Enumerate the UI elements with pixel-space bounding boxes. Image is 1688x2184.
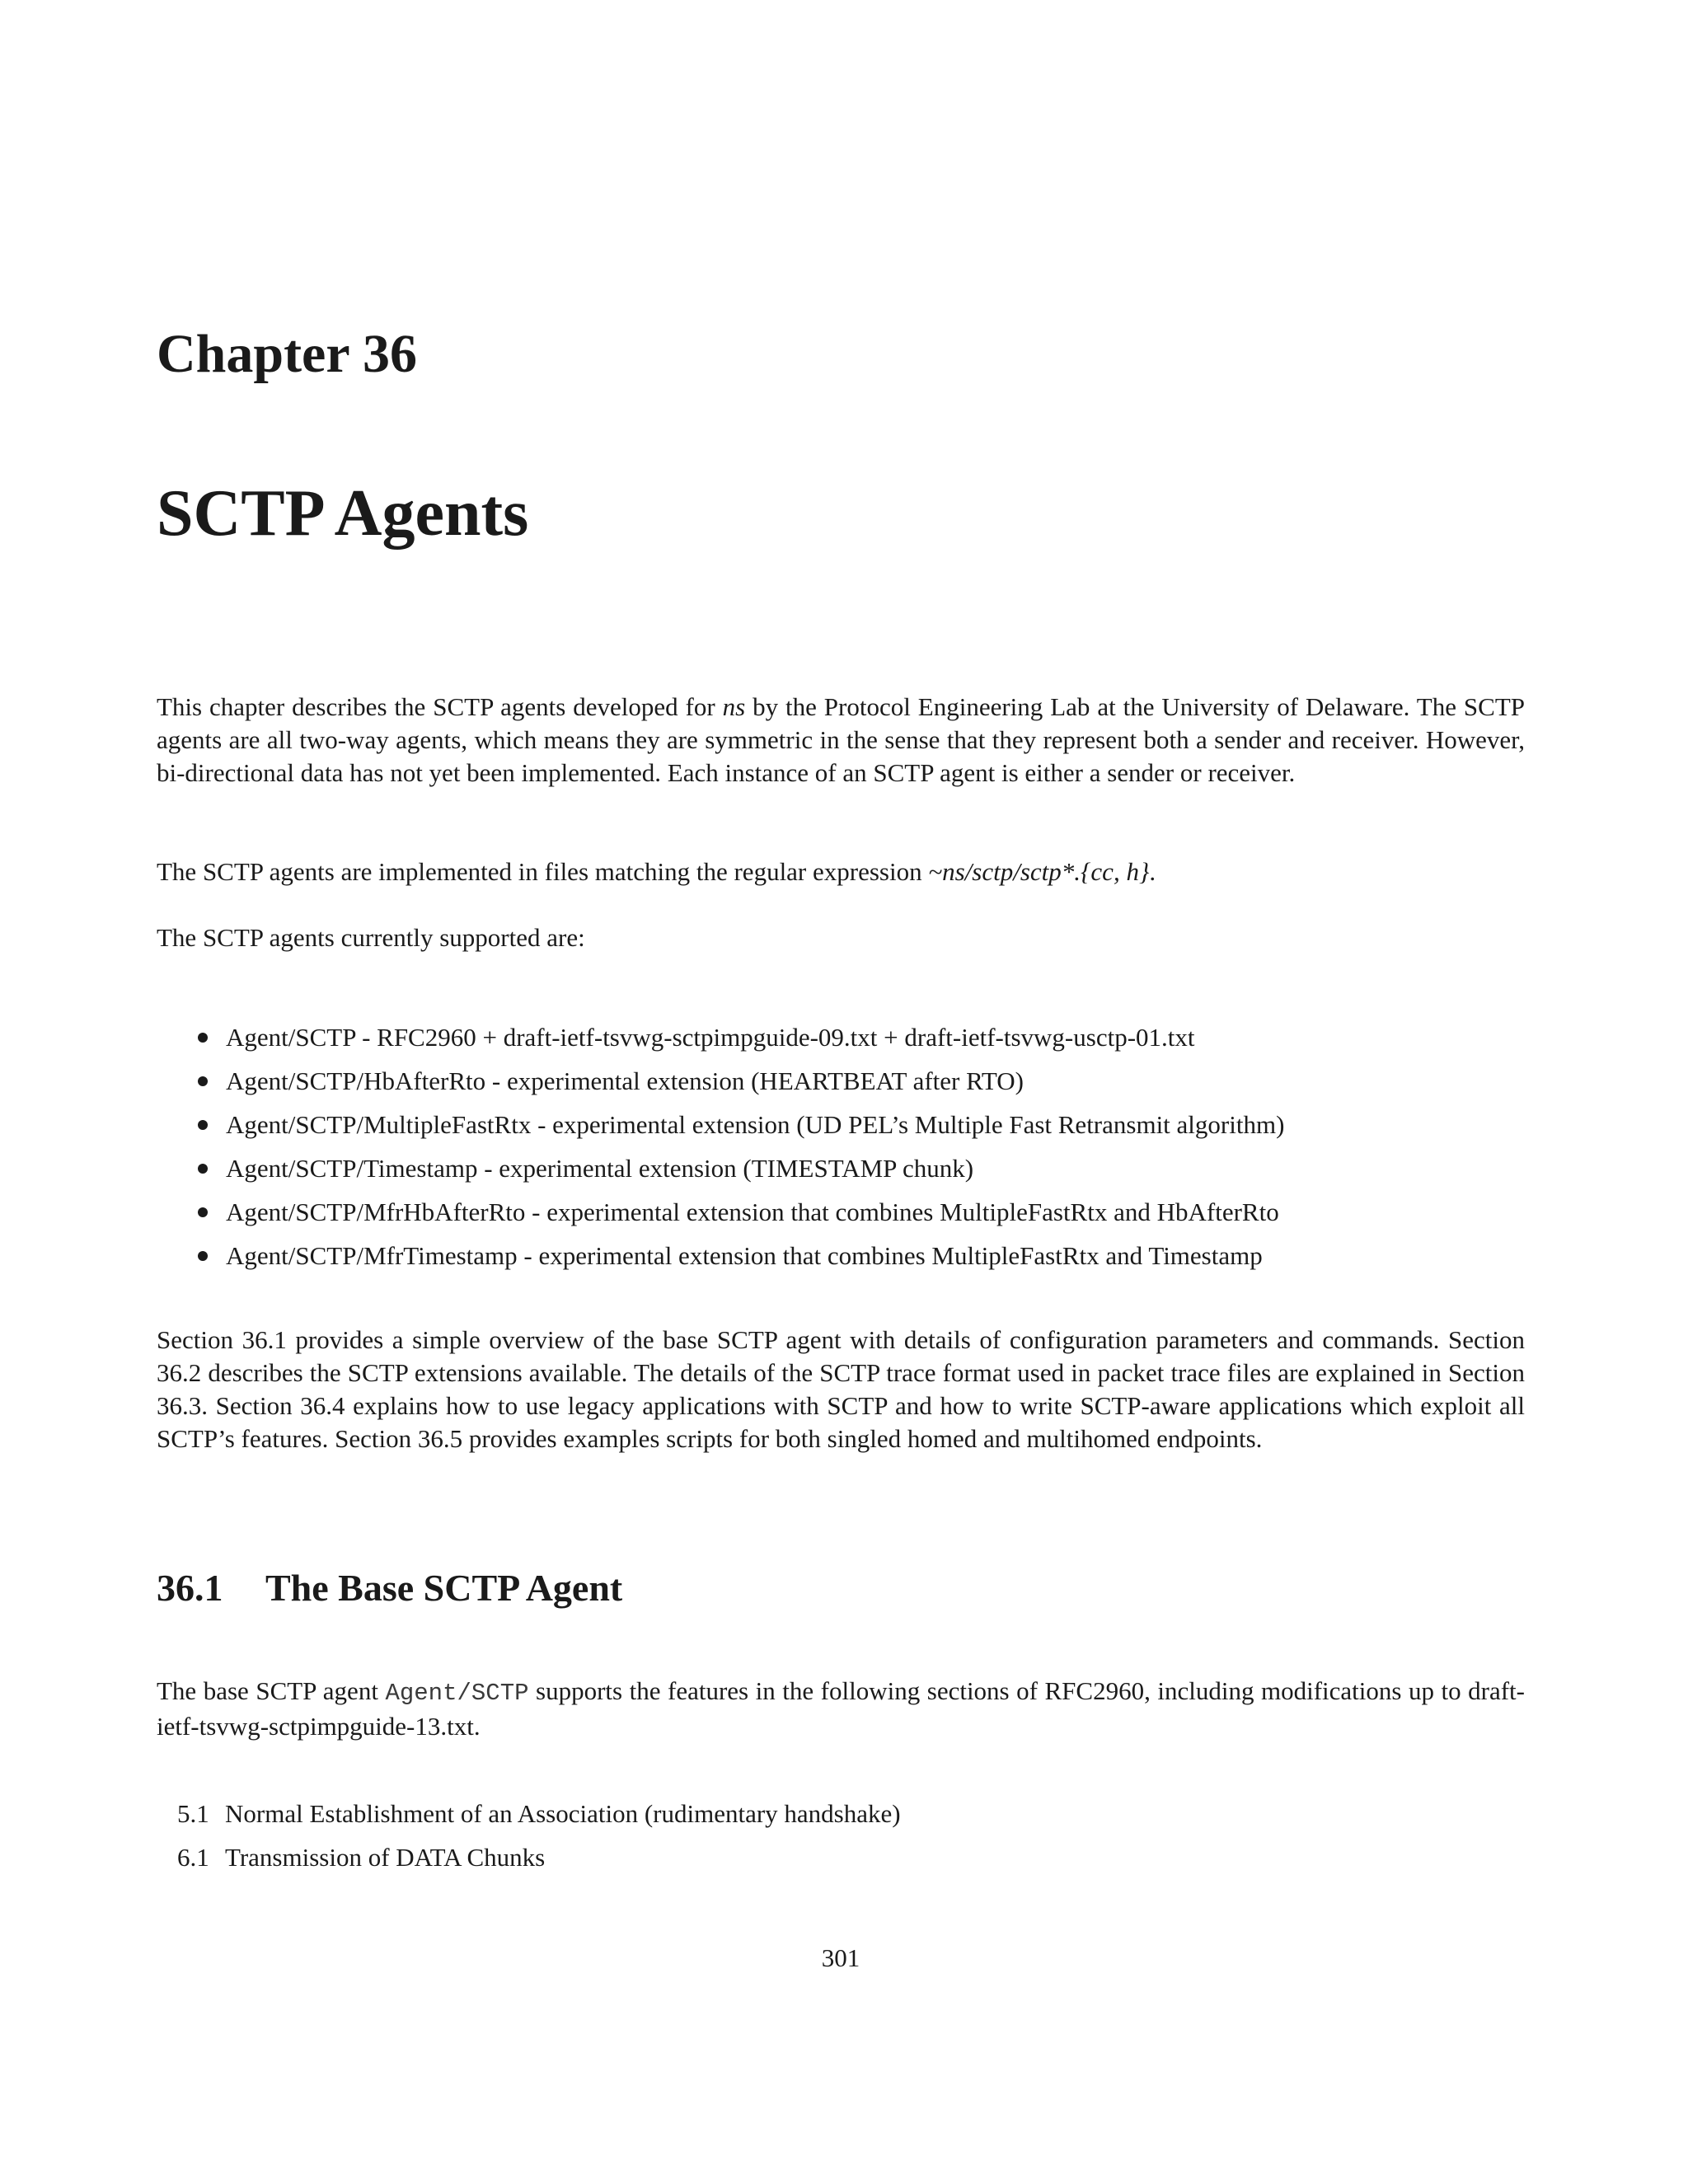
list-item bbox=[198, 1190, 1284, 1234]
list-item bbox=[198, 1103, 1284, 1146]
chapter-title: SCTP Agents bbox=[157, 477, 529, 550]
bullet-icon bbox=[198, 1164, 208, 1174]
agent-item-text: Agent/SCTP/MfrHbAfterRto - experimental extension that combines MultipleFastRtx and HbAfterRto bbox=[226, 1197, 1279, 1226]
agent-item-text: Agent/SCTP/HbAfterRto - experimental extension (HEARTBEAT after RTO) bbox=[226, 1066, 1025, 1095]
section-number: 36.1 bbox=[157, 1567, 223, 1609]
intro-paragraph bbox=[157, 691, 1525, 790]
bullet-icon bbox=[198, 1251, 208, 1261]
files-path: ~ns/sctp/sctp*.{cc, h} bbox=[928, 857, 1150, 886]
agent-item-text: Agent/SCTP/MfrTimestamp - experimental extension that combines MultipleFastRtx and Timestamp bbox=[226, 1241, 1263, 1270]
agent-code: Agent/SCTP bbox=[385, 1680, 529, 1707]
base-text-end: supports the features in the following sections of RFC2960, including modifications up to draft-ietf-tsvwg-sctpimpguide-13.txt. bbox=[157, 1676, 1525, 1741]
section-title: The Base SCTP Agent bbox=[265, 1567, 623, 1609]
bullet-icon bbox=[198, 1120, 208, 1130]
overview-paragraph: Section 36.1 provides a simple overview of the base SCTP agent with details of configuration parameters and commands. Section 36.2 describes the SCTP extensions available. The details of the SCTP trace format used in packet trace files are explained in Section 36.3. Section 36.4 explains how to use legacy applications with SCTP and how to write SCTP-aware applications which exploit all SCTP’s features. Section 36.5 provides examples scripts for both singled homed and multihomed endpoints. bbox=[157, 1325, 1525, 1453]
files-text-start: The SCTP agents are implemented in files matching the regular expression bbox=[157, 857, 929, 886]
rfc-section-list bbox=[177, 1792, 901, 1879]
item-text: Transmission of DATA Chunks bbox=[225, 1843, 546, 1872]
agent-item-text: Agent/SCTP/Timestamp - experimental extension (TIMESTAMP chunk) bbox=[226, 1154, 974, 1183]
section-heading bbox=[157, 1566, 622, 1610]
list-item bbox=[198, 1059, 1284, 1103]
bullet-icon bbox=[198, 1076, 208, 1086]
intro-text-start: This chapter describes the SCTP agents developed for bbox=[157, 692, 723, 721]
bullet-icon bbox=[198, 1207, 208, 1217]
document-page bbox=[157, 0, 1525, 2184]
base-text-start: The base SCTP agent bbox=[157, 1676, 386, 1705]
item-number: 6.1 bbox=[177, 1843, 209, 1872]
list-item bbox=[177, 1792, 901, 1835]
files-paragraph bbox=[157, 855, 1525, 888]
list-item bbox=[177, 1835, 901, 1879]
page-number: 301 bbox=[821, 1943, 860, 1972]
list-item bbox=[198, 1234, 1284, 1277]
chapter-label: Chapter 36 bbox=[157, 324, 417, 384]
files-text-end: . bbox=[1149, 857, 1156, 886]
item-number: 5.1 bbox=[177, 1799, 209, 1828]
base-agent-paragraph bbox=[157, 1675, 1525, 1743]
intro-text-end: by the Protocol Engineering Lab at the University of Delaware. The SCTP agents are all two-way agents, which means they are symmetric in the sense that they represent both a sender and receiver. However, bi-directional data has not yet been implemented. Each instance of an SCTP agent is either a sender or receiver. bbox=[157, 692, 1526, 787]
bullet-icon bbox=[198, 1033, 208, 1043]
ns-term: ns bbox=[722, 692, 746, 721]
agent-list bbox=[198, 1015, 1284, 1277]
list-item bbox=[198, 1146, 1284, 1190]
agent-item-text: Agent/SCTP - RFC2960 + draft-ietf-tsvwg-sctpimpguide-09.txt + draft-ietf-tsvwg-usctp-01.txt bbox=[226, 1023, 1195, 1052]
list-item bbox=[198, 1015, 1284, 1059]
item-text: Normal Establishment of an Association (rudimentary handshake) bbox=[225, 1799, 901, 1828]
agent-item-text: Agent/SCTP/MultipleFastRtx - experimental extension (UD PEL’s Multiple Fast Retransmit algorithm) bbox=[226, 1110, 1285, 1139]
supported-paragraph: The SCTP agents currently supported are: bbox=[157, 923, 585, 952]
